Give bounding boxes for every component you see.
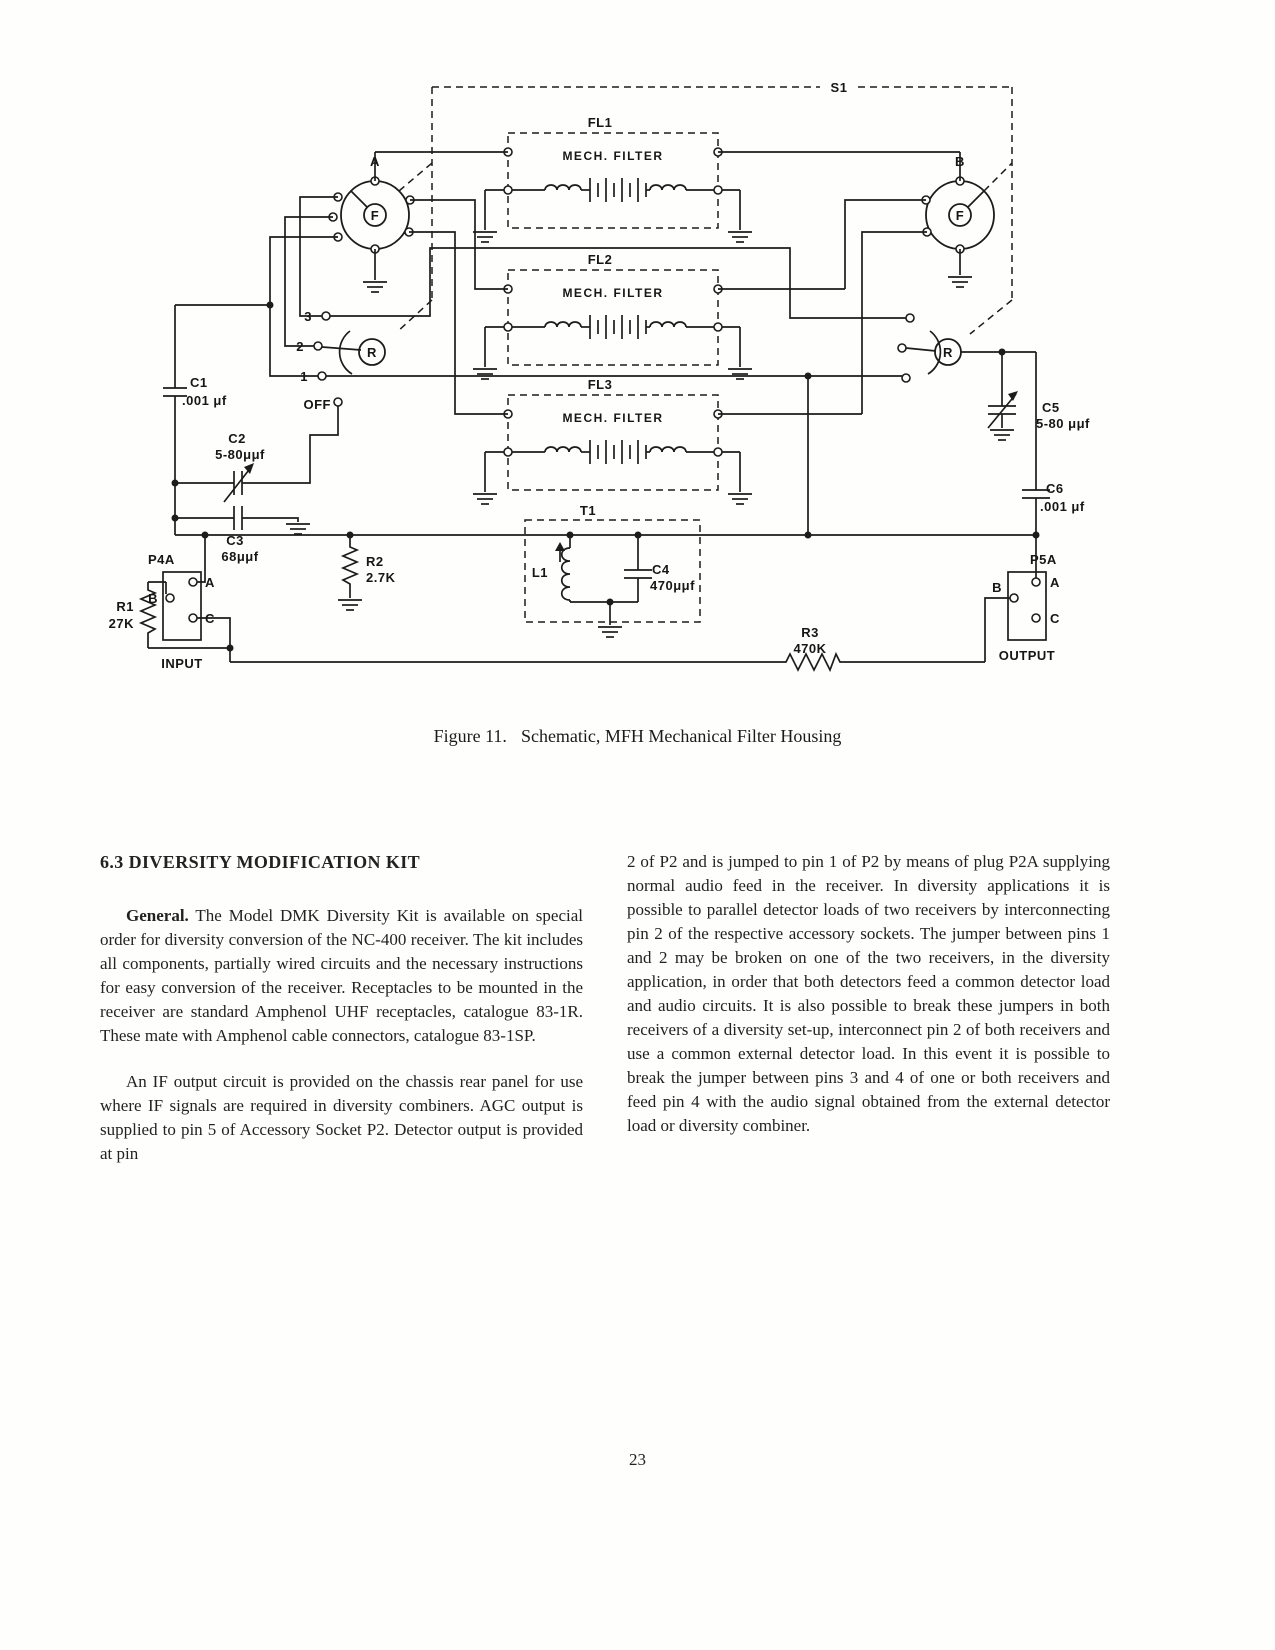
switch-a-f-label: F (370, 208, 380, 223)
c1-value: .001 μf (182, 393, 227, 408)
capacitor-c1 (163, 375, 227, 408)
capacitor-c2 (215, 431, 265, 502)
switch-b-label: B (955, 154, 965, 169)
switch-r-right (898, 314, 961, 382)
filter-fl1 (485, 115, 740, 230)
output-label: OUTPUT (998, 648, 1056, 663)
r2-label: R2 (366, 554, 384, 569)
fl2-mech-filter-label: MECH. FILTER (562, 286, 664, 300)
c3-value: 68μμf (221, 549, 259, 564)
p5a-label: P5A (1030, 552, 1057, 567)
fl3-label: FL3 (587, 377, 613, 392)
fl2-label: FL2 (587, 252, 613, 267)
filter-fl3 (485, 377, 740, 492)
l1-label: L1 (531, 565, 548, 580)
c3-label: C3 (226, 533, 244, 548)
figure-caption-text: Schematic, MFH Mechanical Filter Housing (520, 726, 842, 746)
position-2-label: 2 (296, 339, 304, 354)
r3-label: R3 (801, 625, 819, 640)
connector-p5a (992, 552, 1060, 663)
resistor-r3 (778, 625, 844, 670)
resistor-r2 (343, 540, 396, 598)
left-column (100, 850, 583, 1188)
fl3-mech-filter-label: MECH. FILTER (562, 411, 664, 425)
switch-b-f-label: F (955, 208, 965, 223)
p5a-pin-b-label: B (992, 580, 1002, 595)
position-1-label: 1 (300, 369, 308, 384)
p4a-pin-b-label: B (148, 591, 158, 606)
r1-label: R1 (116, 599, 134, 614)
paragraph: An IF output circuit is provided on the chassis rear panel for use where IF signals are required in diversity combiners. AGC output is supplied to pin 5 of Accessory Socket P2. Detector output is provided at pin (100, 1072, 583, 1163)
p5a-pin-a-label: A (1050, 575, 1060, 590)
figure-caption-label: Figure 11. (433, 726, 507, 746)
schematic-wires (148, 152, 1040, 662)
switch-b (922, 154, 994, 253)
s1-gang-linkage (397, 80, 1012, 334)
r3-value: 470K (793, 641, 827, 656)
p4a-pin-a-label: A (205, 575, 215, 590)
switch-a (329, 154, 414, 253)
c2-label: C2 (228, 431, 246, 446)
right-column (627, 850, 1110, 1160)
switch-r-right-label: R (943, 345, 953, 360)
section-heading: 6.3 DIVERSITY MODIFICATION KIT (100, 852, 421, 872)
paragraph: 2 of P2 and is jumped to pin 1 of P2 by means of plug P2A supplying normal audio feed in the receiver. In diversity applications it is possible to parallel detector loads of two receivers by interconnecting pin 2 of the respective accessory sockets. The jumper between pins 1 and 2 may be broken on one of the two receivers, in the diversity application, in order that both detectors feed a common detector load and audio circuits. It is also possible to break these jumpers in both receivers of a diversity set-up, interconnect pin 2 of both receivers and use a common external detector load. In this event it is possible to break the jumper between pins 3 and 4 of one or both receivers and feed pin 4 with the audio signal obtained from the external detector load or diversity combiner. (627, 852, 1110, 1135)
r1-value: 27K (108, 616, 134, 631)
paragraph-text: The Model DMK Diversity Kit is available on special order for diversity conversion of the NC-400 receiver. The kit includes all components, partially wired circuits and the necessary instructions for easy conversion of the receiver. Receptacles to be mounted in the receiver are standard Amphenol UHF receptacles, catalogue 83-1R. These mate with Amphenol cable connectors, catalogue 83-1SP. (100, 906, 583, 1045)
c6-value: .001 μf (1040, 499, 1085, 514)
figure-caption (0, 726, 1275, 747)
capacitor-c6 (1022, 481, 1085, 514)
s1-label: S1 (830, 80, 848, 95)
c5-label: C5 (1042, 400, 1060, 415)
paragraph-lead: General. (126, 906, 189, 925)
p4a-pin-c-label: C (205, 611, 215, 626)
switch-a-label: A (370, 154, 380, 169)
switch-r-left-label: R (367, 345, 377, 360)
transformer-t1 (525, 503, 700, 625)
t1-label: T1 (579, 503, 597, 518)
paragraph (100, 904, 583, 1048)
p4a-label: P4A (148, 552, 175, 567)
c5-value: 5-80 μμf (1036, 416, 1090, 431)
c4-value: 470μμf (650, 578, 695, 593)
c6-label: C6 (1046, 481, 1064, 496)
c4-label: C4 (652, 562, 670, 577)
position-3-label: 3 (304, 309, 312, 324)
filter-fl2 (485, 252, 740, 367)
c2-value: 5-80μμf (215, 447, 265, 462)
page-number: 23 (629, 1450, 646, 1469)
r2-value: 2.7K (366, 570, 396, 585)
c1-label: C1 (190, 375, 208, 390)
fl1-mech-filter-label: MECH. FILTER (562, 149, 664, 163)
p5a-pin-c-label: C (1050, 611, 1060, 626)
mfh-schematic (0, 0, 1275, 710)
switch-r-left (296, 309, 385, 412)
capacitor-c5 (988, 391, 1090, 431)
input-label: INPUT (161, 656, 203, 671)
position-off-label: OFF (303, 397, 331, 412)
fl1-label: FL1 (587, 115, 613, 130)
